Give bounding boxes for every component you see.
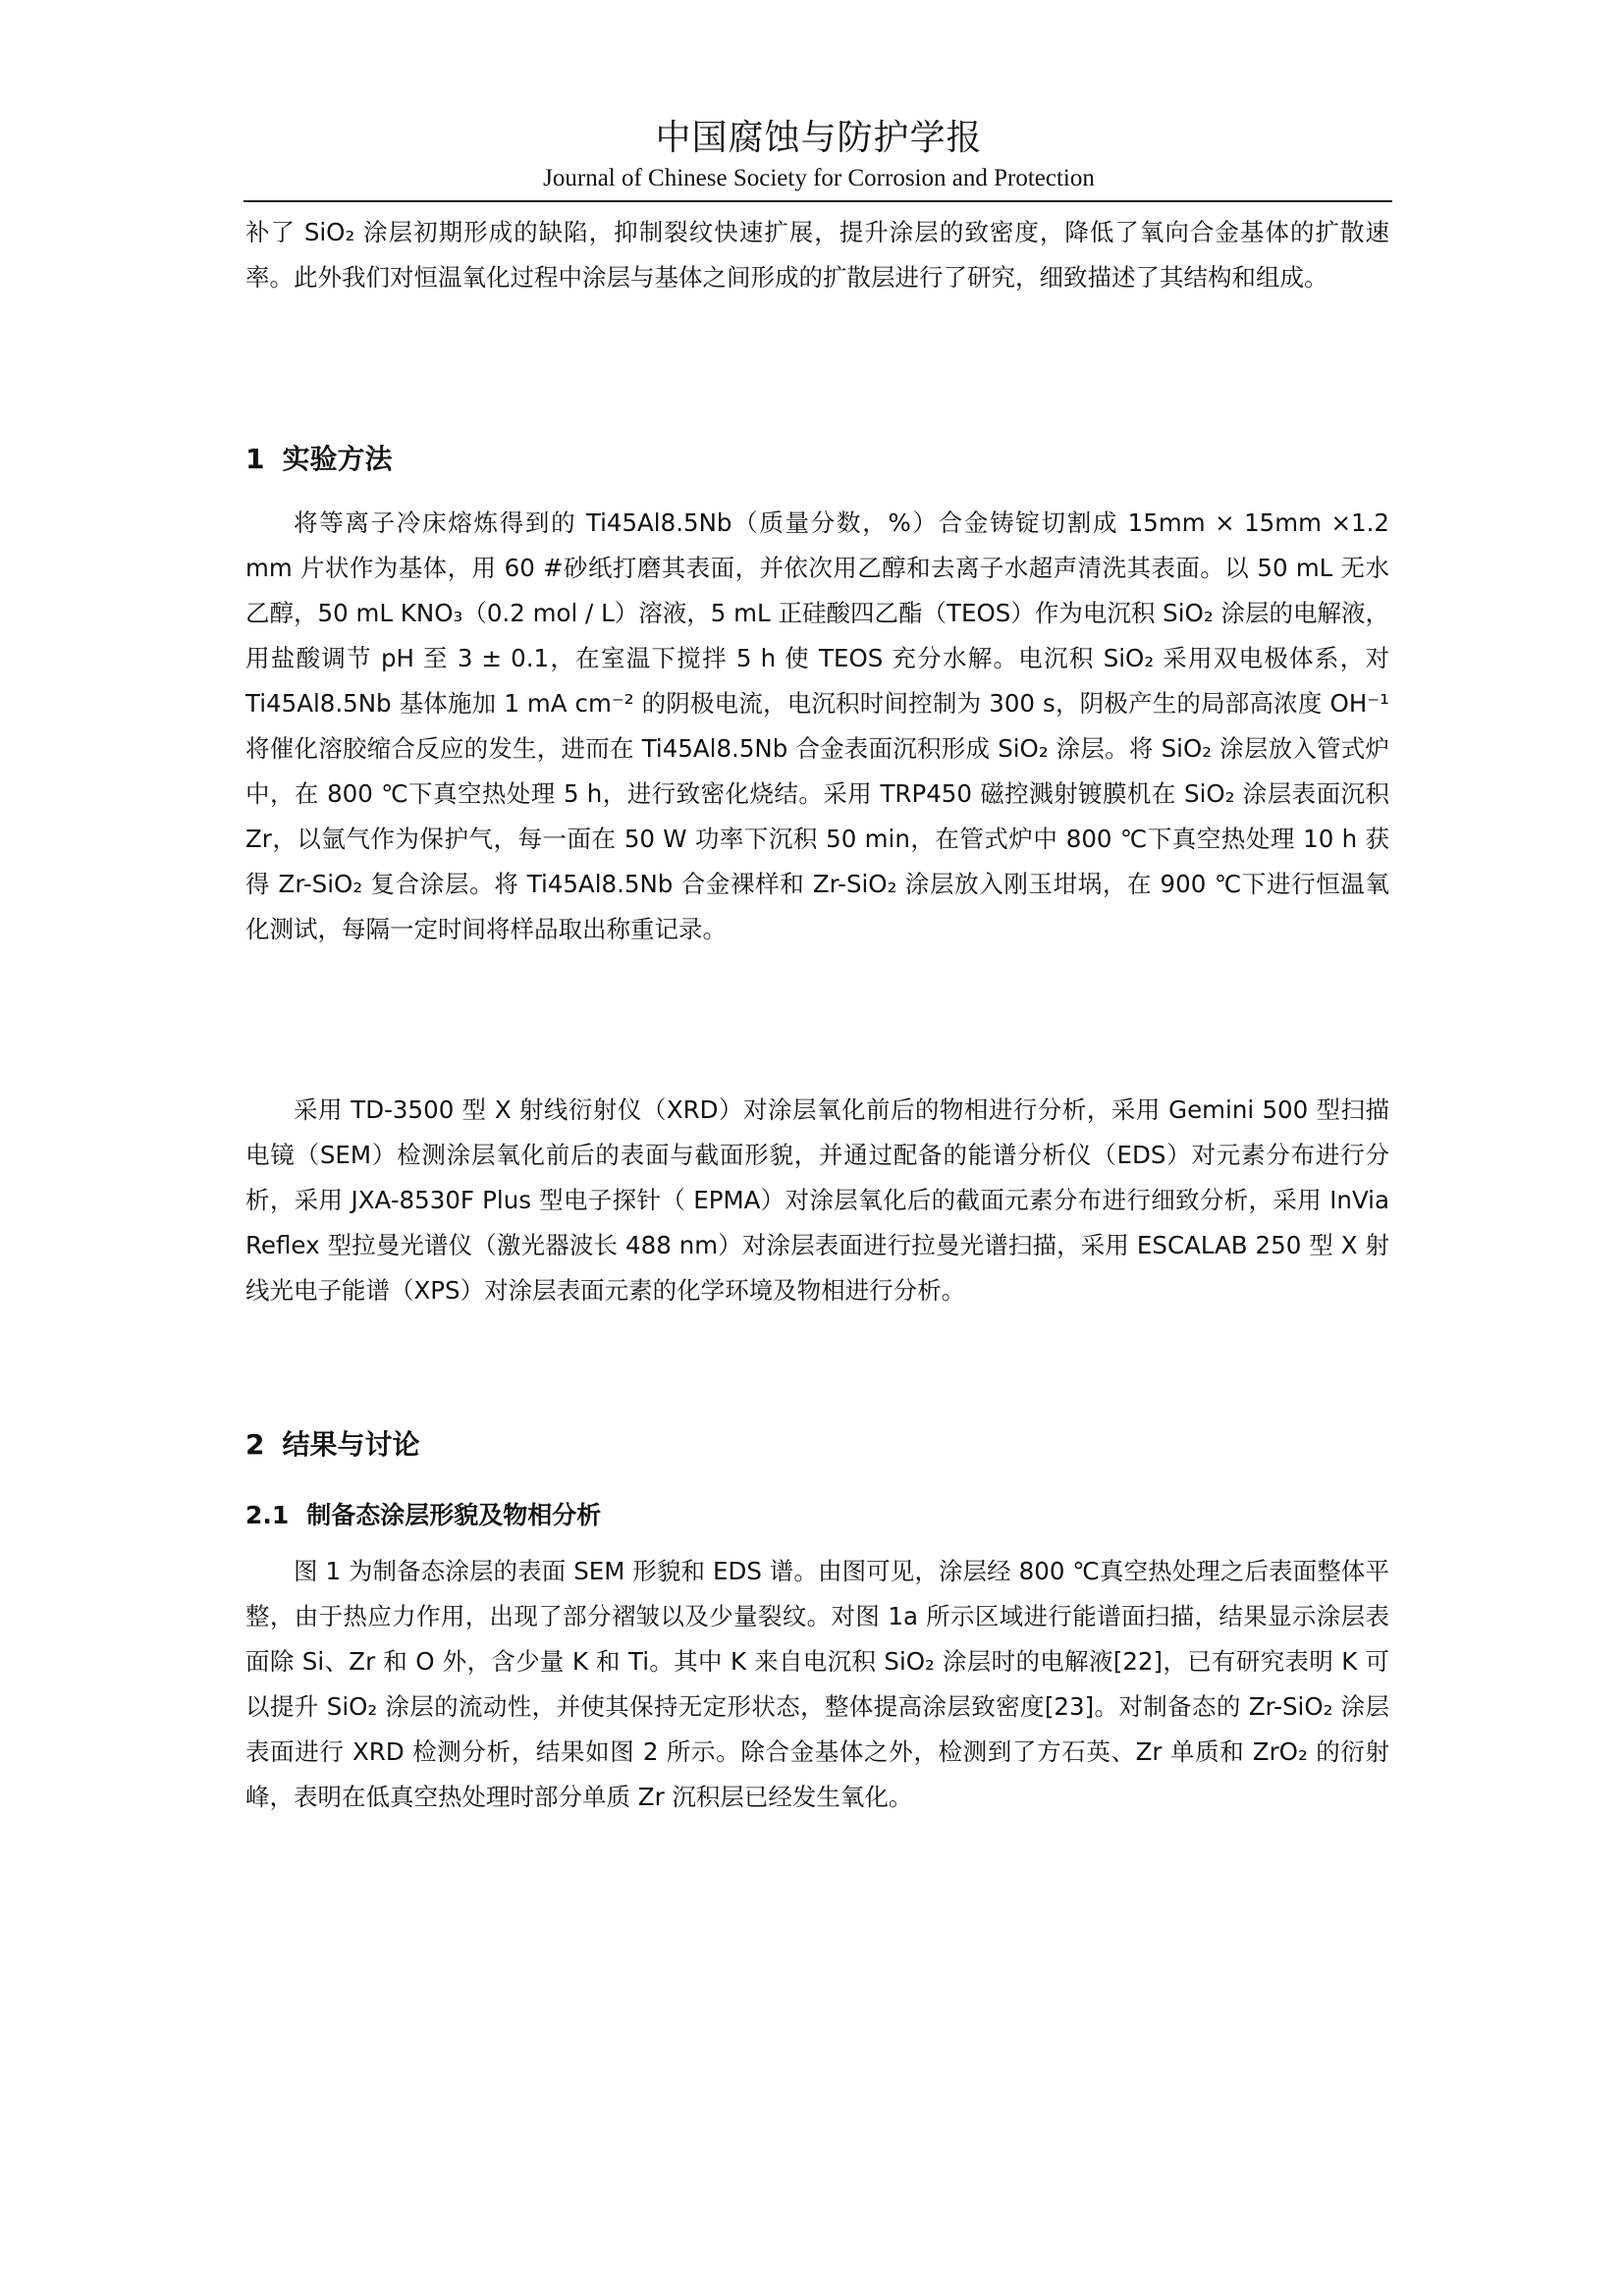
header-divider <box>244 200 1392 202</box>
journal-title-english: Journal of Chinese Society for Corrosion and Protection <box>543 165 1095 191</box>
section-2-1-title: 制备态涂层形貌及物相分析 <box>306 1501 602 1529</box>
section-2-number: 2 <box>245 1428 265 1461</box>
journal-header <box>245 116 1392 194</box>
section-1-heading <box>245 440 393 479</box>
section-2-1-number: 2.1 <box>245 1501 290 1529</box>
section-1-paragraph-1: 将等离子冷床熔炼得到的 Ti45Al8.5Nb（质量分数，%）合金铸锭切割成 15mm × 15mm ×1.2 mm 片状作为基体，用 60 #砂纸打磨其表面，并依次用乙醇和去离子水超声清洗其表面。以 50 mL 无水乙醇，50 mL KNO₃（0.2 mol / L）溶液，5 mL 正硅酸四乙酯（TEOS）作为电沉积 SiO₂ 涂层的电解液，用盐酸调节 pH 至 3 ± 0.1，在室温下搅拌 5 h 使 TEOS 充分水解。电沉积 SiO₂ 采用双电极体系，对 Ti45Al8.5Nb 基体施加 1 mA cm⁻² 的阴极电流，电沉积时间控制为 300 s，阴极产生的局部高浓度 OH⁻¹ 将催化溶胶缩合反应的发生，进而在 Ti45Al8.5Nb 合金表面沉积形成 SiO₂ 涂层。将 SiO₂ 涂层放入管式炉中，在 800 ℃下真空热处理 5 h，进行致密化烧结。采用 TRP450 磁控溅射镀膜机在 SiO₂ 涂层表面沉积 Zr，以氩气作为保护气，每一面在 50 W 功率下沉积 50 min，在管式炉中 800 ℃下真空热处理 10 h 获得 Zr-SiO₂ 复合涂层。将 Ti45Al8.5Nb 合金裸样和 Zr-SiO₂ 涂层放入刚玉坩埚，在 900 ℃下进行恒温氧化测试，每隔一定时间将样品取出称重记录。 <box>245 508 1389 943</box>
section-1-number: 1 <box>245 443 265 475</box>
intro-continuation-paragraph: 补了 SiO₂ 涂层初期形成的缺陷，抑制裂纹快速扩展，提升涂层的致密度，降低了氧向合金基体的扩散速率。此外我们对恒温氧化过程中涂层与基体之间形成的扩散层进行了研究，细致描述了其结构和组成。 <box>245 218 1389 292</box>
section-2-1-paragraph: 图 1 为制备态涂层的表面 SEM 形貌和 EDS 谱。由图可见，涂层经 800 ℃真空热处理之后表面整体平整，由于热应力作用，出现了部分褶皱以及少量裂纹。对图 1a 所示区域进行能谱面扫描，结果显示涂层表面除 Si、Zr 和 O 外，含少量 K 和 Ti。其中 K 来自电沉积 SiO₂ 涂层时的电解液[22]，已有研究表明 K 可以提升 SiO₂ 涂层的流动性，并使其保持无定形状态，整体提高涂层致密度[23]。对制备态的 Zr-SiO₂ 涂层表面进行 XRD 检测分析，结果如图 2 所示。除合金基体之外，检测到了方石英、Zr 单质和 ZrO₂ 的衍射峰，表明在低真空热处理时部分单质 Zr 沉积层已经发生氧化。 <box>245 1557 1390 1811</box>
section-2-1-heading <box>245 1498 601 1533</box>
journal-title-chinese: 中国腐蚀与防护学报 <box>655 118 983 158</box>
section-1-title: 实验方法 <box>282 443 393 475</box>
section-1-paragraph-2: 采用 TD-3500 型 X 射线衍射仪（XRD）对涂层氧化前后的物相进行分析，采用 Gemini 500 型扫描电镜（SEM）检测涂层氧化前后的表面与截面形貌，并通过配备的能谱分析仪（EDS）对元素分布进行分析，采用 JXA-8530F Plus 型电子探针（ EPMA）对涂层氧化后的截面元素分布进行细致分析，采用 InVia Reflex 型拉曼光谱仪（激光器波长 488 nm）对涂层表面进行拉曼光谱扫描，采用 ESCALAB 250 型 X 射线光电子能谱（XPS）对涂层表面元素的化学环境及物相进行分析。 <box>245 1095 1389 1305</box>
section-2-title: 结果与讨论 <box>282 1428 420 1461</box>
section-2-heading <box>245 1425 420 1465</box>
